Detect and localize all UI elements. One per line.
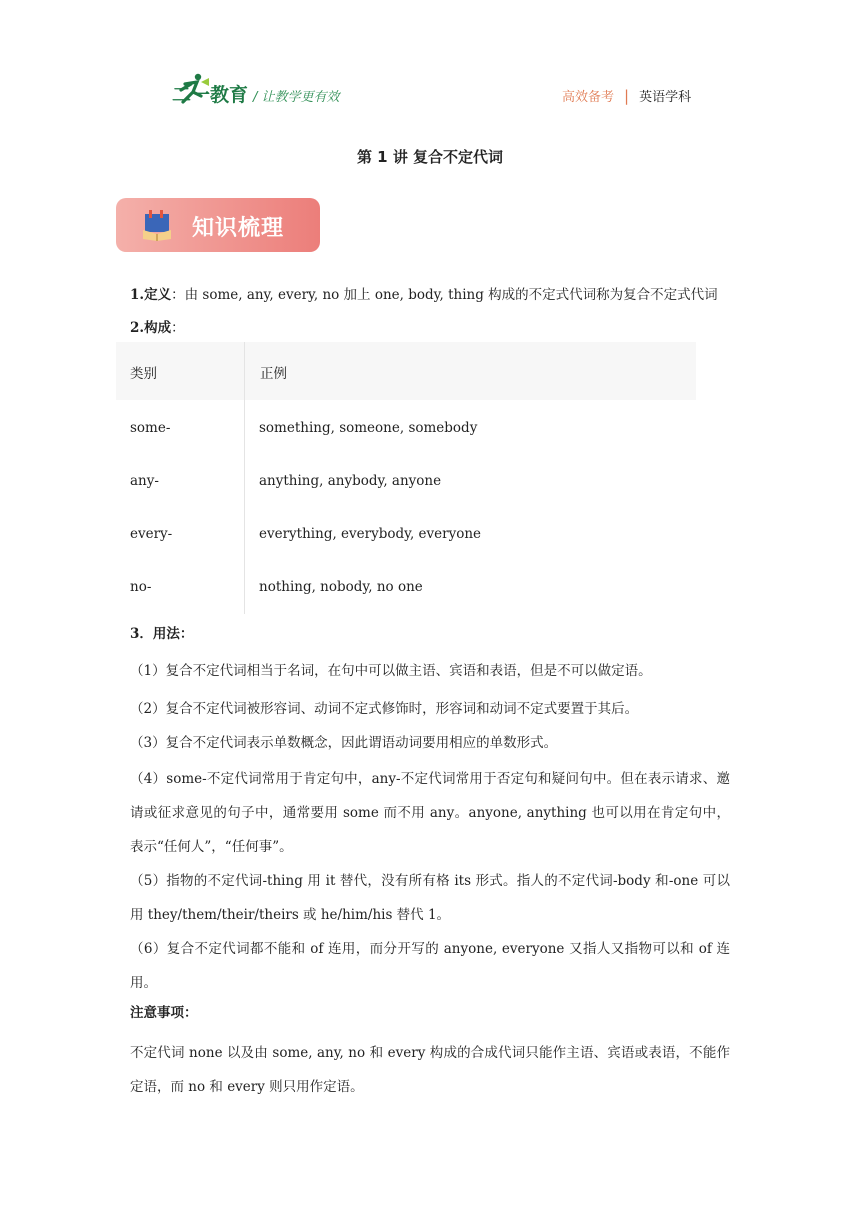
logo-text: 二一教育 — [172, 84, 249, 106]
usage-item-2: （2）复合不定代词被形容词、动词不定式修饰时，形容词和动词不定式要置于其后。 — [130, 701, 639, 717]
table-row-category: any- — [130, 473, 159, 489]
page-header — [0, 0, 860, 130]
header-examples: 正例 — [260, 366, 287, 382]
table-row-category: some- — [130, 420, 171, 436]
section-banner — [116, 198, 320, 252]
header-separator: | — [624, 86, 630, 105]
usage-item-4: （4）some-不定代词常用于肯定句中，any-不定代词常用于否定句和疑问句中。但在表示请求、邀请或征求意见的句子中，通常要用 some 而不用 any。anyone, anything 也可以用在肯定句中，表示“任何人”，“任何事”。 — [130, 771, 730, 855]
table-row-examples: anything, anybody, anyone — [259, 473, 442, 489]
table-row-category: every- — [130, 526, 173, 542]
usage-heading — [130, 622, 730, 642]
usage-label: 3．用法： — [130, 626, 194, 642]
slogan: / 让教学更有效 — [253, 90, 340, 105]
definition-paragraph — [130, 283, 730, 303]
usage-item-1: （1）复合不定代词相当于名词，在句中可以做主语、宾语和表语，但是不可以做定语。 — [130, 663, 652, 679]
notes-text: 不定代词 none 以及由 some, any, no 和 every 构成的合成代词只能作主语、宾语或表语，不能作定语，而 no 和 every 则只用作定语。 — [130, 1045, 730, 1095]
usage-item-3: （3）复合不定代词表示单数概念，因此谓语动词要用相应的单数形式。 — [130, 735, 558, 751]
column-divider — [244, 342, 245, 614]
definition-text: ：由 some, any, every, no 加上 one, body, thing 构成的不定式代词称为复合不定式代词 — [171, 287, 718, 303]
structure-table — [116, 342, 696, 614]
header-subject — [562, 86, 691, 105]
notes-heading — [130, 1001, 730, 1021]
usage-item-6: （6）复合不定代词都不能和 of 连用，而分开写的 anyone, everyone 又指人又指物可以和 of 连用。 — [130, 941, 730, 991]
definition-label: 1.定义 — [130, 287, 172, 303]
notes-label: 注意事项： — [130, 1005, 198, 1021]
book-icon — [140, 208, 174, 242]
structure-heading — [130, 316, 730, 336]
table-row-examples: something, someone, somebody — [259, 420, 478, 436]
structure-label: 2.构成 — [130, 320, 172, 336]
table-row-examples: everything, everybody, everyone — [259, 526, 482, 542]
page-title: 第 1 讲 复合不定代词 — [356, 148, 504, 166]
usage-item-5: （5）指物的不定代词-thing 用 it 替代，没有所有格 its 形式。指人的不定代词-body 和-one 可以用 they/them/their/theirs 或 he/him/his 替代 1。 — [130, 873, 730, 923]
structure-colon: ： — [171, 320, 185, 336]
header-tag: 高效备考 — [562, 90, 615, 105]
table-header-row — [116, 342, 696, 400]
header-category: 类别 — [130, 366, 157, 382]
table-row-category: no- — [130, 579, 152, 595]
banner-label: 知识梳理 — [192, 216, 285, 241]
header-subject-label: 英语学科 — [639, 90, 692, 105]
table-row-examples: nothing, nobody, no one — [259, 579, 423, 595]
